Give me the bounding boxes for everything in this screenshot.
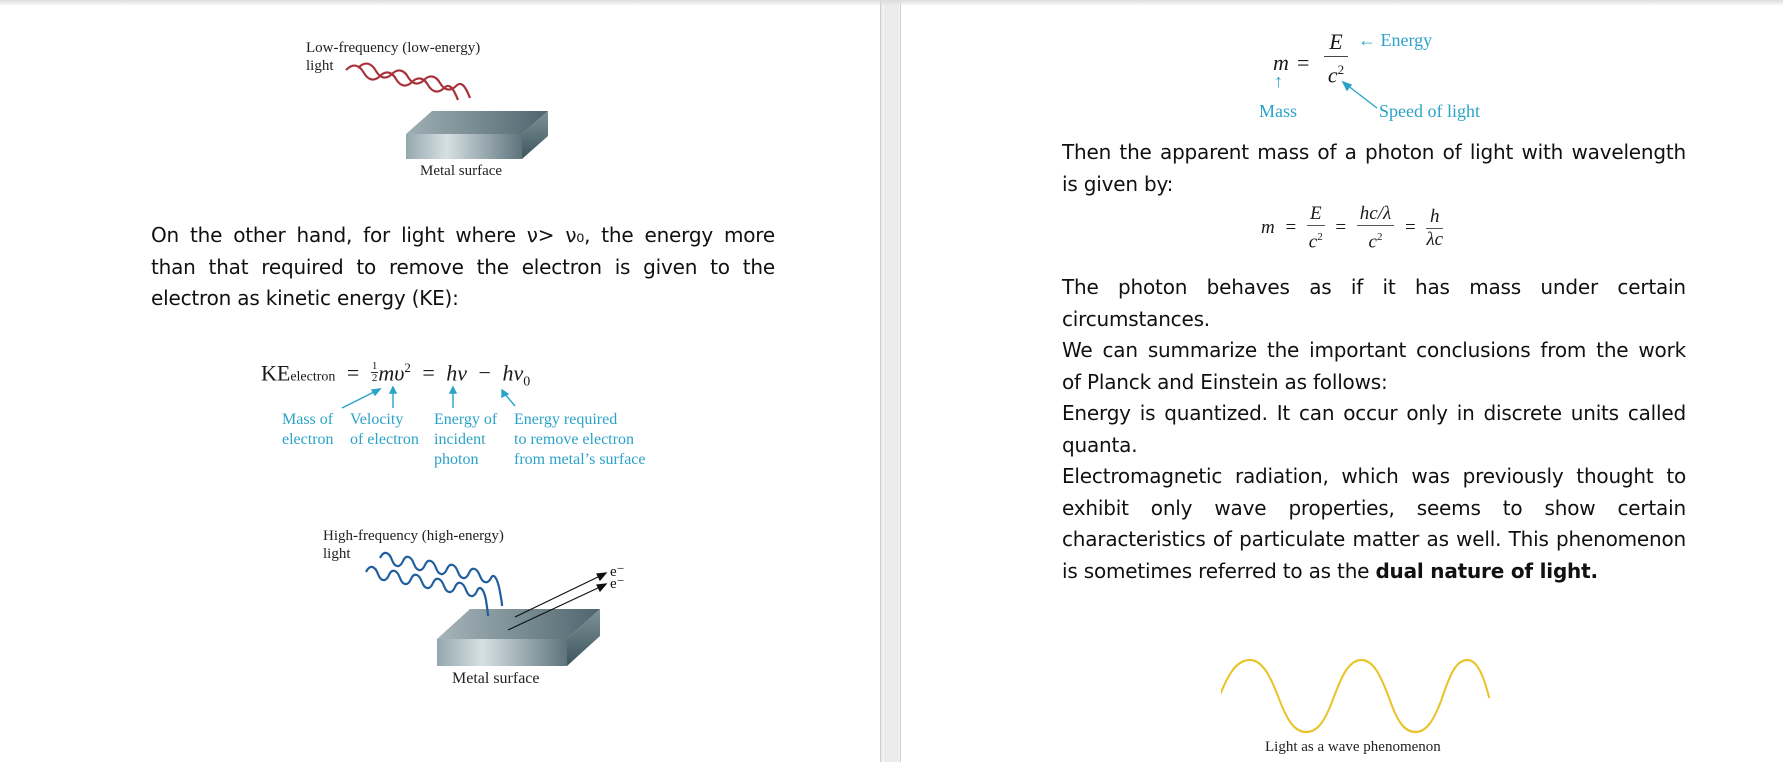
threshold-energy-term: hν <box>502 360 524 386</box>
energy-over-c-squared: $\frac{E}{c^2}$ <box>1324 28 1348 88</box>
fraction-hc-lambda-over-c2: $\frac{hc/\lambda}{c^2}$ <box>1357 203 1394 253</box>
equals-sign: = <box>1335 217 1347 239</box>
ke-symbol: KE <box>261 360 291 386</box>
em-radiation-paragraph-line: Electromagnetic radiation, which was previously thought to <box>1062 464 1686 488</box>
equals-sign: = <box>346 360 360 386</box>
annotation-velocity-of-electron: Velocity of electron <box>350 411 419 448</box>
paragraph-line: Then the apparent mass of a photon of light with wavelength <box>1062 140 1686 164</box>
dual-nature-emphasis: dual nature of light. <box>1375 558 1598 583</box>
low-frequency-light-illustration <box>340 60 560 170</box>
low-frequency-label: Low-frequency (low-energy) light <box>306 40 481 74</box>
ke-annotation-arrows <box>330 386 530 412</box>
equals-sign: = <box>1285 217 1297 239</box>
energy-annotation: ← Energy <box>1358 30 1433 50</box>
high-frequency-label: High-frequency (high-energy) light <box>323 528 504 562</box>
electron-labels: e⁻ e⁻ <box>610 564 625 592</box>
paragraph-line-1: On the other hand, for light where ν> ν₀, the energy more <box>151 223 775 247</box>
em-radiation-paragraph-line: exhibit only wave properties, seems to show certain <box>1062 495 1686 520</box>
mass-symbol: m <box>1273 50 1289 75</box>
paragraph-line-2: than that required to remove the electron is given to the <box>151 254 775 279</box>
viewer-top-shadow <box>0 0 1783 6</box>
metal-surface-label: Metal surface <box>420 163 503 179</box>
wave-caption: Light as a wave phenomenon <box>1265 739 1441 755</box>
photon-mass-paragraph <box>1062 272 1686 587</box>
paragraph-line: The photon behaves as if it has mass under certain <box>1062 275 1686 299</box>
kinetic-energy-equation: KEelectron = $\frac{1}{2}$ $m\upsilon^2 = h\nu - h\nu_0$ <box>261 359 531 390</box>
photoelectric-paragraph <box>151 220 775 315</box>
em-radiation-paragraph-line: characteristics of particulate matter as well. This phenomenon <box>1062 527 1686 551</box>
left-page <box>0 0 880 762</box>
high-frequency-light-illustration <box>360 550 640 670</box>
minus-sign: − <box>478 360 491 386</box>
speed-of-light-annotation: Speed of light <box>1379 101 1480 121</box>
metal-surface-label-2: Metal surface <box>452 670 540 687</box>
mass-arrow: ↑ <box>1274 71 1283 91</box>
photon-energy-term: hν <box>446 360 468 386</box>
paragraph-line-3: electron as kinetic energy (KE): <box>151 286 459 310</box>
quantized-paragraph-line: quanta. <box>1062 432 1138 457</box>
annotation-energy-of-incident-photon: Energy of incident photon <box>434 411 498 468</box>
ke-subscript: electron <box>290 369 336 385</box>
one-half-fraction: $\frac{1}{2}$ <box>371 359 378 384</box>
summary-paragraph-line: of Planck and Einstein as follows: <box>1062 369 1388 394</box>
paragraph-line: circumstances. <box>1062 306 1210 331</box>
em-radiation-paragraph-line: is sometimes referred to as the dual nature of light. <box>1062 558 1598 583</box>
fraction-e-over-c2: $\frac{E}{c^2}$ <box>1308 203 1323 253</box>
apparent-mass-paragraph <box>1062 137 1686 200</box>
paragraph-line: is given by: <box>1062 171 1174 196</box>
photon-mass-equation <box>1261 203 1443 253</box>
equals-sign: = <box>422 360 435 386</box>
mass-velocity-term: mυ <box>378 360 405 386</box>
equals-sign: = <box>1297 50 1310 75</box>
fraction-h-over-lambda-c: $\frac{h}{\lambda c}$ <box>1426 205 1444 250</box>
right-page <box>901 0 1783 762</box>
quantized-paragraph-line: Energy is quantized. It can occur only in discrete units called <box>1062 401 1686 425</box>
annotation-energy-required: Energy required to remove electron from metal’s surface <box>514 411 646 468</box>
summary-paragraph-line: We can summarize the important conclusions from the work <box>1062 338 1686 362</box>
annotation-mass-of-electron: Mass of electron <box>282 411 334 448</box>
page-gutter <box>880 0 901 762</box>
mass-annotation: Mass <box>1259 101 1298 121</box>
light-wave-illustration <box>1221 655 1501 735</box>
mass-symbol: m <box>1261 217 1275 239</box>
equals-sign: = <box>1404 217 1416 239</box>
speed-of-light-arrow <box>1341 80 1381 110</box>
